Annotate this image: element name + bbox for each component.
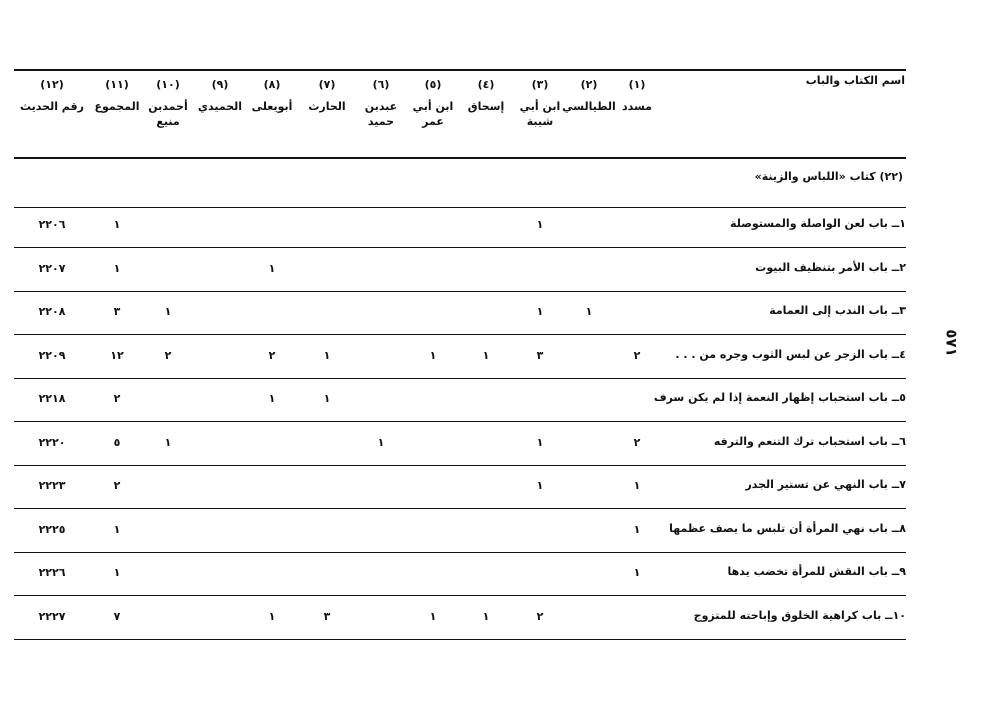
table-cell: ٢ [633,435,641,449]
table-cell: ١ [482,609,490,623]
page-number: ٥٧١ [942,329,961,357]
column-name: أبويعلى [251,100,293,113]
row-rule [14,421,906,422]
column-number: (١) [628,78,646,91]
column-name: رقم الحديث [20,100,84,113]
column-name: المجموع [94,100,140,113]
row-label: ١ــ باب لعن الواصلة والمستوصلة [730,217,906,230]
column-number: (٤) [477,78,495,91]
column-number: (٣) [531,78,549,91]
table-cell: ١ [633,479,641,492]
row-rule [14,291,906,292]
row-rule [14,378,906,379]
row-rule [14,595,906,596]
table-cell: ٢٢٠٩ [38,348,66,362]
table-cell: ١ [536,435,544,449]
table-cell: ١ [633,566,641,579]
table-cell: ٢٢٢٠ [38,435,66,449]
table-cell: ١ [164,305,172,318]
row-label: ٩ــ باب النقش للمرأة تخضب يدها [727,565,906,578]
row-label: ٥ــ باب استحباب إظهار النعمة إذا لم يكن سرف [653,391,906,404]
row-label: ٦ــ باب استحباب ترك التنعم والترفه [713,434,906,448]
column-number: (٥) [424,78,442,91]
column-name: إسحاق [467,100,505,113]
table-cell: ١ [482,348,490,362]
row-rule [14,465,906,466]
column-name: الطيالسي [562,100,616,113]
header-bottom-rule [14,157,906,159]
column-number: (١١) [105,78,129,91]
table-top-rule [14,69,906,71]
section-rule [14,207,906,208]
row-label: ٧ــ باب النهي عن تستير الجدر [745,478,906,491]
column-number: (٨) [263,78,281,91]
table-cell: ٣ [113,305,121,318]
column-number: (١٢) [40,78,64,91]
column-number: (١٠) [156,78,180,91]
column-name: ابن أبي عمر [412,100,454,128]
table-cell: ١ [113,218,121,231]
table-cell: ١ [113,522,121,536]
table-cell: ١ [113,566,121,579]
table-cell: ١ [536,305,544,318]
column-number: (٧) [318,78,336,91]
table-cell: ٢٢٠٦ [38,218,66,231]
column-name: مسدد [621,100,652,113]
column-name: الحميدي [197,100,243,113]
table-cell: ١ [268,392,276,405]
table-cell: ٢ [113,392,121,405]
row-rule [14,639,906,640]
table-cell: ٢٢٠٨ [38,305,66,318]
table-cell: ١ [268,261,276,275]
table-cell: ٣ [536,348,544,362]
row-label: ٨ــ باب نهي المرأة أن تلبس ما يصف عظمها [669,521,906,535]
table-cell: ١ [536,479,544,492]
row-label: ٤ــ باب الزجر عن لبس الثوب وجره من . . . [675,347,906,361]
column-name: ابن أبي شيبة [519,100,561,128]
table-cell: ١ [323,392,331,405]
table-cell: ٢٢٢٧ [38,609,66,623]
row-label: ٢ــ باب الأمر بتنظيف البيوت [755,260,906,274]
row-label: ١٠ــ باب كراهية الخلوق وإباحته للمتزوج [693,608,906,622]
table-cell: ٢٢٢٥ [38,522,66,536]
table-cell: ١ [429,609,437,623]
table-cell: ٢٢٢٣ [38,479,66,492]
column-number: (٦) [372,78,390,91]
column-name: أحمدبن منيع [148,100,188,128]
table-cell: ٢ [164,348,172,362]
table-cell: ٢ [536,609,544,623]
table-cell: ٢ [633,348,641,362]
row-rule [14,508,906,509]
row-rule [14,247,906,248]
column-name: الحارث [308,100,346,113]
table-cell: ١ [536,218,544,231]
table-cell: ١ [113,261,121,275]
table-cell: ٣ [323,609,331,623]
row-rule [14,334,906,335]
table-cell: ١ [377,435,385,449]
table-cell: ٢٢٠٧ [38,261,66,275]
table-cell: ١ [585,305,593,318]
table-cell: ٧ [113,609,121,623]
column-number: (٢) [580,78,598,91]
table-cell: ٥ [113,435,121,449]
header-book-chapter: اسم الكتاب والباب [805,74,905,87]
row-rule [14,552,906,553]
table-cell: ٢ [268,348,276,362]
section-title: (٢٢) كتاب «اللباس والزينة» [754,170,903,183]
table-cell: ٢٢١٨ [38,392,66,405]
row-label: ٣ــ باب الندب إلى العمامة [769,304,906,317]
column-number: (٩) [211,78,229,91]
table-cell: ٢٢٢٦ [38,566,66,579]
column-name: عبدبن حميد [364,100,398,128]
table-cell: ١ [323,348,331,362]
table-cell: ١ [164,435,172,449]
table-cell: ١٢ [110,348,124,362]
table-cell: ١ [268,609,276,623]
table-cell: ١ [429,348,437,362]
table-cell: ١ [633,522,641,536]
table-cell: ٢ [113,479,121,492]
